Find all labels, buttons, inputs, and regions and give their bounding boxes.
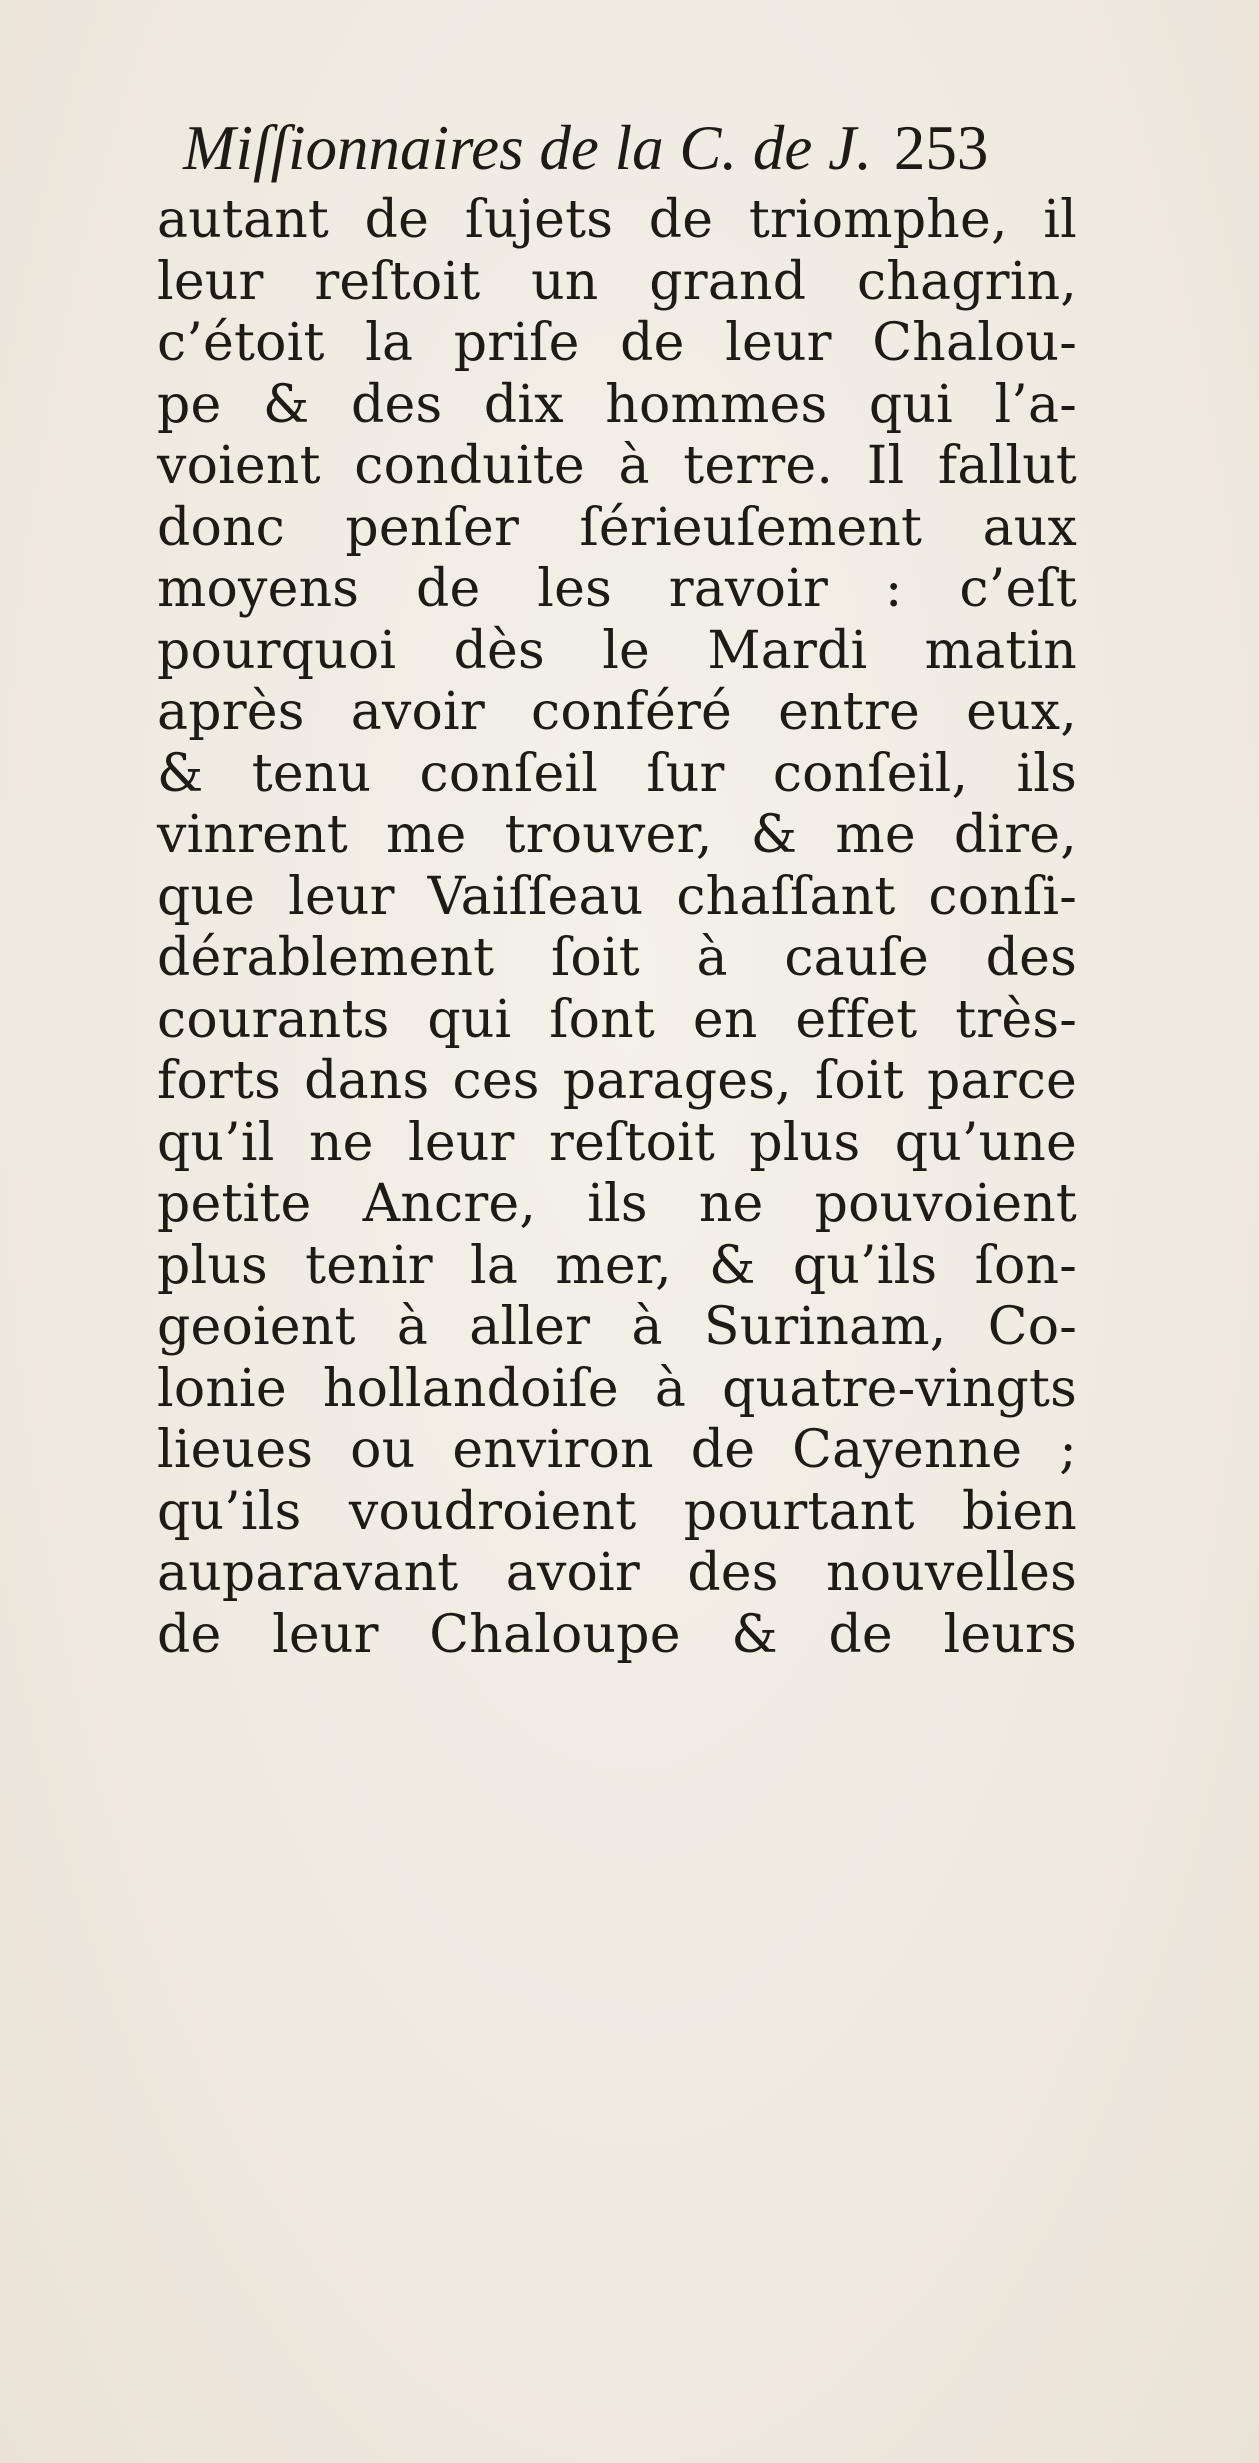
text-line: pourquoi dès le Mardi matin — [157, 620, 1077, 681]
text-line: lieues ou environ de Cayenne ; — [157, 1420, 1077, 1480]
text-line: vinrent me trouver, & me dire, — [157, 805, 1077, 865]
text-line: moyens de les ravoir : c’eſt — [157, 559, 1077, 619]
text-line: petite Ancre, ils ne pouvoient — [157, 1174, 1077, 1234]
text-line: geoient à aller à Surinam, Co- — [157, 1297, 1077, 1357]
text-line: auparavant avoir des nouvelles — [157, 1543, 1077, 1603]
body-text — [157, 190, 1077, 1666]
page-header — [183, 108, 1043, 188]
text-line: courants qui ſont en effet très- — [157, 989, 1077, 1050]
text-line: dérablement ſoit à cauſe des — [157, 928, 1077, 988]
text-line: voient conduite à terre. Il fallut — [157, 436, 1077, 496]
text-line: de leur Chaloupe & de leurs — [157, 1604, 1077, 1665]
text-line: autant de ſujets de triomphe, il — [157, 190, 1077, 250]
text-line: que leur Vaiſſeau chaſſant conſi- — [157, 866, 1077, 927]
text-line: c’étoit la priſe de leur Chalou- — [157, 313, 1077, 373]
text-line: pe & des dix hommes qui l’a- — [157, 374, 1077, 435]
text-line: qu’il ne leur reſtoit plus qu’une — [157, 1112, 1077, 1173]
text-line: plus tenir la mer, & qu’ils ſon- — [157, 1235, 1077, 1296]
text-line: forts dans ces parages, ſoit parce — [157, 1051, 1077, 1111]
text-line: après avoir conféré entre eux, — [157, 682, 1077, 742]
text-line: & tenu conſeil ſur conſeil, ils — [157, 743, 1077, 804]
text-line: donc penſer ſérieuſement aux — [157, 497, 1077, 558]
text-line: lonie hollandoiſe à quatre-vingts — [157, 1358, 1077, 1419]
text-line: leur reſtoit un grand chagrin, — [157, 251, 1077, 312]
running-title: Miſſionnaires de la C. de J. — [183, 113, 872, 183]
text-line: qu’ils voudroient pourtant bien — [157, 1481, 1077, 1542]
page-number: 253 — [893, 113, 989, 183]
